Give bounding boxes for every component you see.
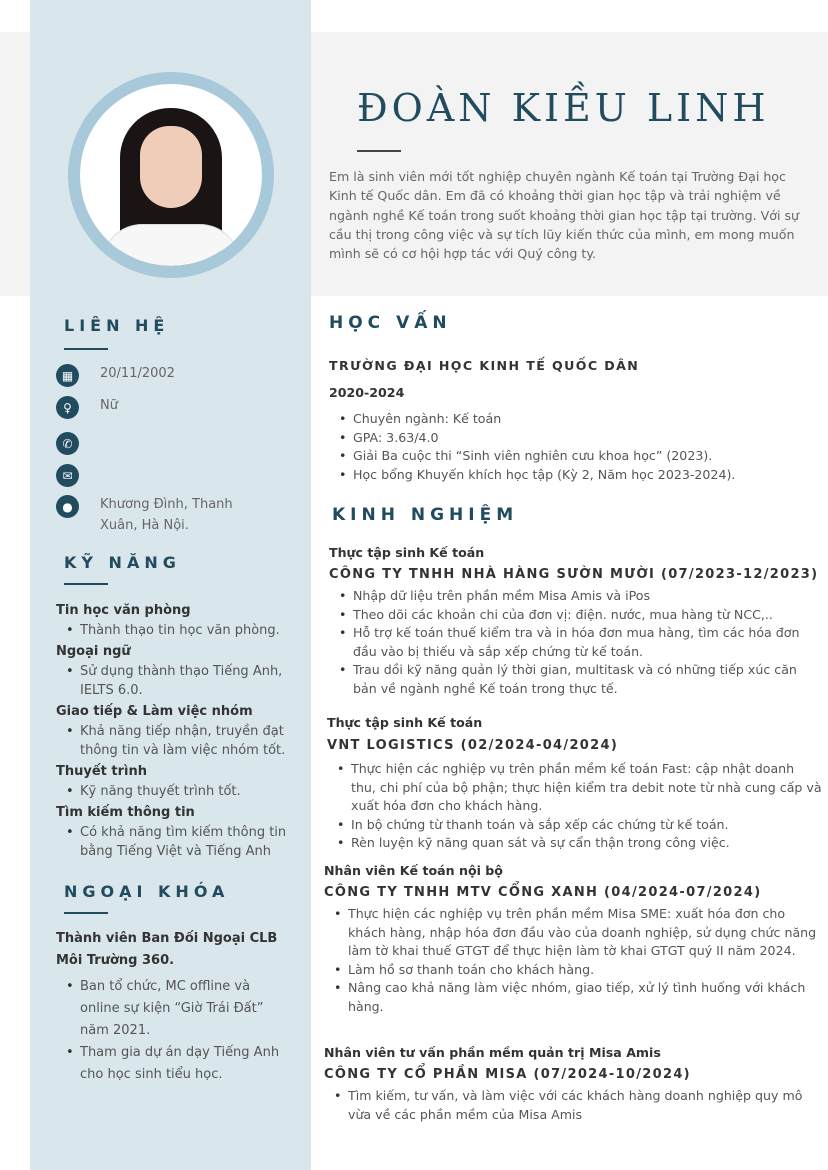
experience-title: KINH NGHIỆM <box>332 505 519 525</box>
skill-item: • Sử dụng thành thạo Tiếng Anh, IELTS 6.0. <box>56 662 306 700</box>
skill-group-title: Tìm kiếm thông tin <box>56 805 195 820</box>
job-entry <box>329 545 824 698</box>
job-item: • In bộ chứng từ thanh toán và sắp xếp các chứng từ kế toán. <box>327 816 822 835</box>
education-item: • Chuyên ngành: Kế toán <box>329 410 824 429</box>
contact-phone <box>56 432 296 455</box>
skill-item: • Khả năng tiếp nhận, truyền đạt thông tin và làm việc nhóm tốt. <box>56 722 306 760</box>
job-company: CÔNG TY TNHH NHÀ HÀNG SƯỜN MƯỜI (07/2023-12/2023) <box>329 567 819 582</box>
education-item: • GPA: 3.63/4.0 <box>329 429 824 448</box>
job-company: VNT LOGISTICS (02/2024-04/2024) <box>327 738 619 753</box>
job-role: Thực tập sinh Kế toán <box>329 545 485 560</box>
school-name: TRƯỜNG ĐẠI HỌC KINH TẾ QUỐC DÂN <box>329 358 640 373</box>
job-role: Nhân viên Kế toán nội bộ <box>324 863 503 878</box>
skill-item: • Kỹ năng thuyết trình tốt. <box>56 782 306 801</box>
extracurricular-role: Thành viên Ban Đối Ngoại CLB Môi Trường 360. <box>56 931 278 968</box>
job-item: • Thực hiện các nghiệp vụ trên phần mềm kế toán Fast: cập nhật doanh thu, chi phí của bộ phận; thực hiện kiểm tra debit note từ nhà cung cấp và xuất hóa đơn cho khách hàng. <box>327 760 822 816</box>
job-item: • Theo dõi các khoản chi của đơn vị: điện. nước, mua hàng từ NCC,.. <box>329 606 824 625</box>
job-entry <box>324 1045 819 1124</box>
job-item: • Trau dồi kỹ năng quản lý thời gian, multitask và có những tiếp xúc căn bản về ngành nghề Kế toán trong thực tế. <box>329 661 824 698</box>
email-icon: ✉ <box>56 464 79 487</box>
profile-photo <box>68 72 274 278</box>
contact-title: LIÊN HỆ <box>64 316 170 335</box>
extracurricular-list <box>56 928 306 1086</box>
contact-email <box>56 464 296 487</box>
education-years: 2020-2024 <box>329 385 405 400</box>
skill-group-title: Giao tiếp & Làm việc nhóm <box>56 704 253 719</box>
location-pin-icon: ● <box>56 495 79 518</box>
job-item: • Rèn luyện kỹ năng quan sát và sự cẩn thận trong công việc. <box>327 834 822 853</box>
summary: Em là sinh viên mới tốt nghiệp chuyên ngành Kế toán tại Trường Đại học Kinh tế Quốc dân. Em đã có khoảng thời gian học tập và trải nghiệm về ngành nghề Kế toán trong suốt khoảng thời gian học tập tại trường. Với sự cầu thị trong công việc và sự tích lũy kiến thức của mình, em mong muốn mình sẽ có cơ hội hợp tác với Quý công ty. <box>329 169 800 262</box>
skills-title: KỸ NĂNG <box>64 553 181 572</box>
job-item: • Tìm kiếm, tư vấn, và làm việc với các khách hàng doanh nghiệp quy mô vừa về các phần mềm của Misa Amis <box>324 1087 819 1124</box>
skills-list <box>56 601 306 863</box>
phone-icon: ✆ <box>56 432 79 455</box>
education-section <box>329 358 824 484</box>
contact-gender: ♀ Nữ <box>56 396 296 419</box>
female-icon: ♀ <box>56 396 79 419</box>
job-entry <box>324 863 819 1016</box>
education-item: • Học bổng Khuyến khích học tập (Kỳ 2, Năm học 2023-2024). <box>329 466 824 485</box>
education-title: HỌC VẤN <box>329 313 452 333</box>
job-role: Thực tập sinh Kế toán <box>327 715 483 730</box>
job-item: • Thực hiện các nghiệp vụ trên phần mềm Misa SME: xuất hóa đơn cho khách hàng, nhập hóa đơn đầu vào của doanh nghiệp, sử dụng chức năng làm tờ khai thuế GTGT để thực hiện làm tờ khai GTGT quý II năm 2024. <box>324 905 819 961</box>
extracurricular-item: • Ban tổ chức, MC offline và online sự kiện “Giờ Trái Đất” năm 2021. <box>56 976 286 1042</box>
job-item: • Làm hồ sơ thanh toán cho khách hàng. <box>324 961 819 980</box>
job-item: • Nhập dữ liệu trên phần mềm Misa Amis và iPos <box>329 587 824 606</box>
divider <box>64 583 108 585</box>
job-entry <box>327 715 822 853</box>
job-item: • Nâng cao khả năng làm việc nhóm, giao tiếp, xử lý tình huống với khách hàng. <box>324 979 819 1016</box>
candidate-name: ĐOÀN KIỀU LINH <box>357 86 770 130</box>
divider <box>64 348 108 350</box>
skill-group-title: Ngoại ngữ <box>56 644 131 659</box>
contact-dob: ▦ 20/11/2002 <box>56 364 296 387</box>
skill-item: • Có khả năng tìm kiếm thông tin bằng Tiếng Việt và Tiếng Anh <box>56 823 306 861</box>
skill-group-title: Thuyết trình <box>56 764 147 779</box>
job-item: • Hỗ trợ kế toán thuế kiểm tra và in hóa đơn mua hàng, tìm các hóa đơn đầu vào bị thiếu và sắp xếp chứng từ kế toán. <box>329 624 824 661</box>
skill-group-title: Tin học văn phòng <box>56 603 191 618</box>
extracurricular-title: NGOẠI KHÓA <box>64 882 230 901</box>
job-company: CÔNG TY CỔ PHẦN MISA (07/2024-10/2024) <box>324 1067 691 1082</box>
job-company: CÔNG TY TNHH MTV CỔNG XANH (04/2024-07/2024) <box>324 885 762 900</box>
extracurricular-item: • Tham gia dự án dạy Tiếng Anh cho học sinh tiểu học. <box>56 1042 286 1086</box>
job-role: Nhân viên tư vấn phần mềm quản trị Misa Amis <box>324 1045 661 1060</box>
divider <box>357 150 401 152</box>
education-item: • Giải Ba cuộc thi “Sinh viên nghiên cưu khoa học” (2023). <box>329 447 824 466</box>
divider <box>64 912 108 914</box>
skill-item: • Thành thạo tin học văn phòng. <box>56 621 306 640</box>
calendar-icon: ▦ <box>56 364 79 387</box>
contact-address: ● Khương Đình, Thanh Xuân, Hà Nội. <box>56 495 296 536</box>
